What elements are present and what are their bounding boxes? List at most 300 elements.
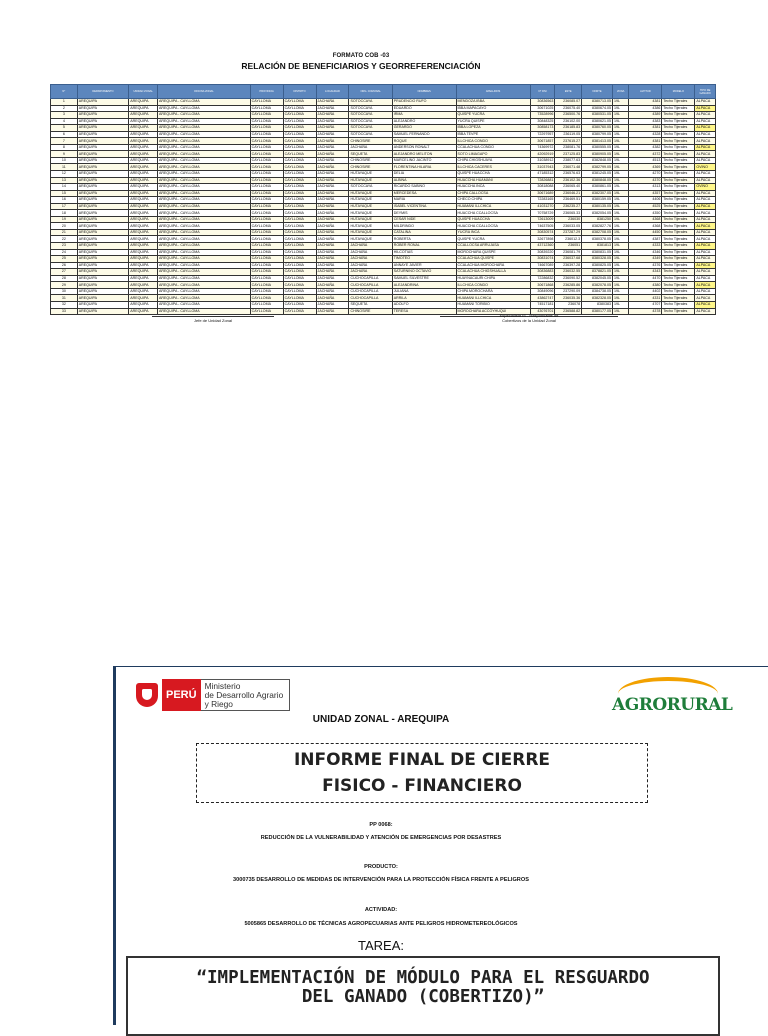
table-cell: AREQUIPA: [77, 223, 128, 230]
table-cell: YUCRA INCA: [456, 229, 530, 236]
table-cell: JACHAÑA: [316, 105, 349, 112]
table-cell: CUCHOCAPILLA: [349, 275, 392, 282]
pp-label: PP 0068:: [369, 822, 393, 828]
table-cell: 18: [51, 210, 78, 217]
table-cell: AREQUIPA: [129, 112, 158, 119]
table-cell: IRMA: [392, 112, 456, 119]
table-cell: 6: [51, 131, 78, 138]
table-cell: 4386: [629, 105, 662, 112]
table-cell: 8382054.05: [582, 210, 613, 217]
table-cell: ALEJANDRO MELITON: [392, 151, 456, 158]
table-cell: AREQUIPA: [77, 105, 128, 112]
table-cell: ISABEL VICENTINA: [392, 203, 456, 210]
table-cell: 19L: [612, 243, 628, 250]
table-cell: 19L: [612, 223, 628, 230]
table-cell: ALEJANDRO: [392, 118, 456, 125]
report-title-line2: FISICO - FINANCIERO: [322, 776, 522, 796]
table-cell: GERARDO: [392, 125, 456, 132]
table-cell: JACHAÑA: [316, 269, 349, 276]
table-cell: 4402: [629, 288, 662, 295]
table-cell: ALPACA: [695, 301, 716, 308]
table-cell: 19L: [612, 112, 628, 119]
table-cell: 30818088: [530, 184, 555, 191]
table-cell: CAYLLOMA: [283, 249, 316, 256]
table-cell: HUTAYAQUE: [349, 190, 392, 197]
table-cell: AREQUIPA: [129, 229, 158, 236]
table-cell: CAYLLOMA: [283, 229, 316, 236]
table-cell: 30830574: [530, 229, 555, 236]
table-cell: CAYLLOMA: [250, 151, 283, 158]
table-cell: 4350: [629, 210, 662, 217]
table-cell: 236469.51: [555, 197, 582, 204]
table-cell: CAYLLOMA: [283, 131, 316, 138]
table-cell: JACHAÑA: [316, 288, 349, 295]
table-cell: 236235.27: [555, 203, 582, 210]
column-header: NORTE: [582, 85, 613, 99]
table-cell: OVINO: [695, 164, 716, 171]
table-cell: Techo Tijerales: [662, 190, 695, 197]
table-cell: Techo Tijerales: [662, 164, 695, 171]
beneficiaries-table: [50, 84, 716, 315]
table-cell: Techo Tijerales: [662, 99, 695, 106]
table-cell: Techo Tijerales: [662, 171, 695, 178]
table-cell: OVINO: [695, 184, 716, 191]
table-cell: JULIANA: [392, 288, 456, 295]
table-cell: 19L: [612, 275, 628, 282]
table-cell: 4470: [629, 275, 662, 282]
table-cell: 30839220: [530, 249, 555, 256]
table-cell: 8380378.05: [582, 236, 613, 243]
table-cell: 237287.29: [555, 229, 582, 236]
table-cell: 236576.63: [555, 171, 582, 178]
table-cell: JACHAÑA: [316, 275, 349, 282]
table-cell: AREQUIPA: [77, 269, 128, 276]
table-cell: 8382328.05: [582, 295, 613, 302]
table-cell: CAYLLOMA: [283, 210, 316, 217]
table-cell: DELIA: [392, 171, 456, 178]
peru-label: PERÚ: [162, 679, 201, 711]
table-cell: 32677898: [530, 236, 555, 243]
table-cell: Techo Tijerales: [662, 229, 695, 236]
table-cell: 8380799.05: [582, 131, 613, 138]
table-cell: AREQUIPA: [129, 282, 158, 289]
table-cell: 4382: [629, 144, 662, 151]
coat-of-arms-icon: [136, 683, 158, 707]
table-cell: CAYLLOMA: [250, 256, 283, 263]
table-cell: 19L: [612, 295, 628, 302]
table-cell: ALPACA: [695, 295, 716, 302]
table-cell: 8: [51, 144, 78, 151]
table-cell: ALPACA: [695, 125, 716, 132]
table-cell: 19L: [612, 125, 628, 132]
table-cell: AREQUIPA: [77, 190, 128, 197]
column-header: DEPARTAMENTO: [77, 85, 128, 99]
table-cell: 70758729: [530, 210, 555, 217]
table-cell: 30671868: [530, 282, 555, 289]
table-cell: 19L: [612, 301, 628, 308]
table-cell: AREQUIPA - CAYLLOMA: [158, 301, 251, 308]
table-cell: AREQUIPA - CAYLLOMA: [158, 144, 251, 151]
table-cell: CAYLLOMA: [283, 157, 316, 164]
table-cell: DEYMIS: [392, 210, 456, 217]
table-cell: AREQUIPA: [129, 118, 158, 125]
table-cell: 72613009: [530, 216, 555, 223]
table-cell: ALPACA: [695, 223, 716, 230]
table-cell: JACHAÑA: [316, 118, 349, 125]
table-cell: 236046.21: [555, 190, 582, 197]
table-cell: AREQUIPA: [129, 256, 158, 263]
table-cell: 238081.76: [555, 144, 582, 151]
table-cell: 19L: [612, 99, 628, 106]
table-cell: CAYLLOMA: [250, 99, 283, 106]
table-cell: 8380905.05: [582, 151, 613, 158]
table-cell: ALBINA: [392, 177, 456, 184]
table-cell: Techo Tijerales: [662, 216, 695, 223]
table-cell: CHINOSIRE: [349, 157, 392, 164]
table-cell: AREQUIPA - CAYLLOMA: [158, 275, 251, 282]
table-cell: CAYLLOMA: [250, 295, 283, 302]
table-cell: Techo Tijerales: [662, 184, 695, 191]
table-cell: ILLCHICA CACERES: [456, 164, 530, 171]
table-cell: CAYLLOMA: [250, 216, 283, 223]
table-cell: AREQUIPA - CAYLLOMA: [158, 157, 251, 164]
table-cell: ROBERTA: [392, 236, 456, 243]
table-cell: CAYLLOMA: [283, 125, 316, 132]
table-cell: 47185312: [530, 171, 555, 178]
table-cell: AREQUIPA - CAYLLOMA: [158, 282, 251, 289]
table-cell: Techo Tijerales: [662, 105, 695, 112]
table-cell: AREQUIPA - CAYLLOMA: [158, 151, 251, 158]
table-cell: 19L: [612, 138, 628, 145]
signature-label-left: Jefe de Unidad Zonal: [193, 318, 233, 323]
table-cell: 4450: [629, 229, 662, 236]
table-cell: CAYLLOMA: [250, 249, 283, 256]
table-cell: AREQUIPA: [129, 203, 158, 210]
table-cell: 8382799.05: [582, 164, 613, 171]
table-cell: CAYLLOMA: [250, 144, 283, 151]
table-cell: 4707: [629, 301, 662, 308]
table-cell: SEQUETA: [349, 151, 392, 158]
table-cell: 8382827.76: [582, 223, 613, 230]
table-cell: 8380531.05: [582, 112, 613, 119]
table-cell: 4387: [629, 236, 662, 243]
table-cell: JACHAÑA: [316, 190, 349, 197]
table-cell: 42092919: [530, 151, 555, 158]
table-cell: AREQUIPA: [129, 125, 158, 132]
table-cell: 8382307.05: [582, 190, 613, 197]
table-cell: 236500.76: [555, 112, 582, 119]
column-header: DISTRITO: [283, 85, 316, 99]
table-cell: 7: [51, 138, 78, 145]
table-cell: ALPACA: [695, 275, 716, 282]
table-cell: 4376: [629, 262, 662, 269]
table-cell: Techo Tijerales: [662, 118, 695, 125]
table-cell: 14: [51, 184, 78, 191]
table-cell: ANDERSON RONALT: [392, 144, 456, 151]
tarea-box: [126, 956, 720, 1036]
table-cell: CAYLLOMA: [250, 308, 283, 315]
table-cell: 8380135.05: [582, 203, 613, 210]
table-cell: CAYLLOMA: [283, 177, 316, 184]
table-cell: TERESA: [392, 308, 456, 315]
table-cell: 236078: [555, 301, 582, 308]
pp-text: REDUCCIÓN DE LA VULNERABILIDAD Y ATENCIÓN DE EMERGENCIAS POR DESASTRES: [260, 835, 502, 841]
table-cell: 4343: [629, 269, 662, 276]
tarea-label: TAREA:: [358, 938, 404, 953]
table-cell: AREQUIPA - CAYLLOMA: [158, 295, 251, 302]
table-cell: AREQUIPA: [77, 125, 128, 132]
table-cell: CAYLLOMA: [250, 190, 283, 197]
table-cell: 13: [51, 177, 78, 184]
table-cell: AREQUIPA - CAYLLOMA: [158, 190, 251, 197]
table-cell: ROBER RONAL: [392, 243, 456, 250]
actividad-text: 5005865 DESARROLLO DE TÉCNICAS AGROPECUARIAS ANTE PELIGROS HIDROMETEREOLÓGICOS: [244, 921, 518, 927]
table-cell: AREQUIPA: [77, 203, 128, 210]
table-cell: QUISPE YUCRA: [456, 236, 530, 243]
table-cell: HUAMANI TORIBIO: [456, 301, 530, 308]
column-header: ZONA: [612, 85, 628, 99]
table-cell: ALPACA: [695, 288, 716, 295]
table-cell: CHIPA CALLOCSA: [456, 190, 530, 197]
table-cell: CAYLLOMA: [250, 171, 283, 178]
table-cell: 30671025: [530, 105, 555, 112]
table-cell: Techo Tijerales: [662, 197, 695, 204]
table-cell: MOROCHARA QUISPE: [456, 249, 530, 256]
table-cell: HUTAYAQUE: [349, 203, 392, 210]
table-cell: AREQUIPA: [77, 171, 128, 178]
table-cell: 4368: [629, 223, 662, 230]
table-cell: AREQUIPA - CAYLLOMA: [158, 249, 251, 256]
table-cell: 27: [51, 269, 78, 276]
table-cell: 19L: [612, 197, 628, 204]
table-cell: 8381413.05: [582, 138, 613, 145]
table-cell: 236032.55: [555, 269, 582, 276]
table-cell: CAYLLOMA: [283, 275, 316, 282]
table-cell: CAYLLOMA: [283, 282, 316, 289]
table-cell: 4349: [629, 256, 662, 263]
table-cell: 72283165: [530, 197, 555, 204]
table-cell: 4381: [629, 99, 662, 106]
table-cell: Techo Tijerales: [662, 151, 695, 158]
table-cell: QUISPE HUACCHA: [456, 171, 530, 178]
table-cell: CAYLLOMA: [283, 112, 316, 119]
table-cell: ALPACA: [695, 229, 716, 236]
table-cell: CCALACHUA QUISPE: [456, 256, 530, 263]
table-cell: 4369: [629, 164, 662, 171]
table-cell: 19L: [612, 151, 628, 158]
table-cell: AREQUIPA: [77, 151, 128, 158]
table-cell: SOTOCCAYA: [349, 184, 392, 191]
table-cell: CAYLLOMA: [250, 282, 283, 289]
table-cell: 236285.86: [555, 282, 582, 289]
column-header: N° DNI: [530, 85, 555, 99]
table-cell: ALPACA: [695, 131, 716, 138]
table-cell: 19L: [612, 177, 628, 184]
table-cell: Techo Tijerales: [662, 223, 695, 230]
table-cell: 28: [51, 275, 78, 282]
table-cell: 8380825.05: [582, 262, 613, 269]
table-header-row: [51, 85, 716, 99]
table-cell: CAYLLOMA: [250, 112, 283, 119]
table-cell: AREQUIPA: [129, 99, 158, 106]
table-cell: 236030: [555, 216, 582, 223]
table-cell: 8381245.05: [582, 171, 613, 178]
table-cell: CHINOSIRE: [349, 138, 392, 145]
table-cell: 8381813: [582, 243, 613, 250]
table-cell: RICARDO SABINO: [392, 184, 456, 191]
table-cell: AREQUIPA - CAYLLOMA: [158, 131, 251, 138]
table-cell: 30836883: [530, 269, 555, 276]
table-cell: 74517181: [530, 301, 555, 308]
table-cell: Techo Tijerales: [662, 256, 695, 263]
column-header: NOMBRES: [392, 85, 456, 99]
signature-line-left: [152, 316, 274, 317]
table-cell: 236012.3: [555, 236, 582, 243]
table-cell: ALPACA: [695, 197, 716, 204]
table-cell: JACHAÑA: [316, 308, 349, 315]
table-cell: 74667089: [530, 262, 555, 269]
table-cell: CHINOSIRE: [349, 164, 392, 171]
table-cell: HUTAYAQUE: [349, 236, 392, 243]
table-cell: SOTOCCAYA: [349, 112, 392, 119]
table-cell: 9: [51, 151, 78, 158]
table-cell: 236033.05: [555, 223, 582, 230]
table-cell: CAYLLOMA: [250, 236, 283, 243]
table-cell: JACHAÑA: [316, 249, 349, 256]
table-cell: 237125.83: [555, 151, 582, 158]
table-cell: AREQUIPA: [129, 223, 158, 230]
table-cell: 4331: [629, 295, 662, 302]
table-cell: AREQUIPA: [77, 131, 128, 138]
table-cell: 236035.36: [555, 295, 582, 302]
table-cell: JACHAÑA: [316, 184, 349, 191]
table-cell: 74637505: [530, 223, 555, 230]
table-cell: ALEJANDRINA: [392, 282, 456, 289]
table-cell: ARRILA: [392, 295, 456, 302]
table-cell: JACHAÑA: [316, 256, 349, 263]
table-cell: HUTAYAQUE: [349, 229, 392, 236]
table-cell: MILDRINDO: [392, 223, 456, 230]
table-cell: 22: [51, 236, 78, 243]
table-cell: 4380: [629, 282, 662, 289]
table-cell: SAMUEL FERNANDO: [392, 131, 456, 138]
table-cell: JACHAÑA: [316, 262, 349, 269]
table-cell: ALPACA: [695, 282, 716, 289]
table-cell: 19L: [612, 210, 628, 217]
table-cell: CATALINA: [392, 229, 456, 236]
table-cell: ALPACA: [695, 151, 716, 158]
table-cell: 10: [51, 157, 78, 164]
table-cell: 19L: [612, 131, 628, 138]
table-cell: 4406: [629, 197, 662, 204]
table-cell: AREQUIPA: [77, 138, 128, 145]
table-cell: CAYLLOMA: [250, 288, 283, 295]
table-cell: AREQUIPA: [77, 236, 128, 243]
column-header: PROVINCIA: [250, 85, 283, 99]
table-cell: 4389: [629, 112, 662, 119]
table-cell: CAYLLOMA: [250, 210, 283, 217]
table-cell: AREQUIPA: [129, 184, 158, 191]
table-cell: Techo Tijerales: [662, 275, 695, 282]
table-cell: 17: [51, 203, 78, 210]
table-cell: FLORENTINA HILARIA: [392, 164, 456, 171]
table-cell: CUCHOCAPILLA: [349, 288, 392, 295]
table-cell: 43712360: [530, 243, 555, 250]
table-cell: JACHAÑA: [349, 262, 392, 269]
table-cell: 19L: [612, 269, 628, 276]
table-cell: AREQUIPA - CAYLLOMA: [158, 262, 251, 269]
table-cell: 3: [51, 112, 78, 119]
table-cell: 236065.33: [555, 210, 582, 217]
table-cell: CCALACHUA MOROCHARA: [456, 262, 530, 269]
table-cell: 19L: [612, 216, 628, 223]
table-cell: AREQUIPA - CAYLLOMA: [158, 229, 251, 236]
table-cell: AREQUIPA: [129, 131, 158, 138]
table-cell: Techo Tijerales: [662, 236, 695, 243]
table-cell: AREQUIPA: [129, 295, 158, 302]
table-cell: ALPACA: [695, 236, 716, 243]
table-cell: JACHAÑA: [316, 243, 349, 250]
table-cell: HUAYNACAURI CHIPA: [456, 275, 530, 282]
table-cell: CAYLLOMA: [283, 216, 316, 223]
table-cell: Techo Tijerales: [662, 177, 695, 184]
table-cell: JACHAÑA: [349, 243, 392, 250]
table-cell: 20: [51, 223, 78, 230]
table-cell: JACHAÑA: [316, 112, 349, 119]
table-cell: AREQUIPA: [129, 249, 158, 256]
table-cell: CAYLLOMA: [250, 301, 283, 308]
annex-page: [0, 0, 768, 340]
table-cell: 23: [51, 243, 78, 250]
table-cell: Techo Tijerales: [662, 112, 695, 119]
unidad-zonal-heading: UNIDAD ZONAL - AREQUIPA: [312, 714, 450, 725]
table-cell: JACHAÑA: [316, 216, 349, 223]
table-cell: 30: [51, 288, 78, 295]
table-cell: CAYLLOMA: [250, 197, 283, 204]
table-cell: JACHAÑA: [349, 269, 392, 276]
table-cell: AREQUIPA - CAYLLOMA: [158, 177, 251, 184]
table-cell: 236085.07: [555, 99, 582, 106]
table-cell: JACHAÑA: [316, 203, 349, 210]
table-cell: JACHAÑA: [316, 301, 349, 308]
table-cell: AREQUIPA: [77, 249, 128, 256]
table-cell: CAYLLOMA: [283, 243, 316, 250]
table-cell: CUCHOCAPILLA: [349, 282, 392, 289]
table-cell: AREQUIPA - CAYLLOMA: [158, 236, 251, 243]
ministry-name: Ministerio de Desarrollo Agrario y Riego: [201, 679, 291, 711]
table-cell: 4381: [629, 138, 662, 145]
column-header: APELLIDOS: [456, 85, 530, 99]
table-cell: CAYLLOMA: [250, 262, 283, 269]
table-cell: 26: [51, 262, 78, 269]
table-cell: SOTOCCAYA: [349, 125, 392, 132]
table-cell: AREQUIPA: [77, 216, 128, 223]
table-cell: AREQUIPA: [77, 99, 128, 106]
table-cell: HUTAYAQUE: [349, 177, 392, 184]
table-cell: AREQUIPA - CAYLLOMA: [158, 125, 251, 132]
table-cell: 4270: [629, 171, 662, 178]
table-cell: 16: [51, 197, 78, 204]
table-cell: CAYLLOMA: [250, 203, 283, 210]
table-cell: 12: [51, 171, 78, 178]
table-cell: SATURNINO OCTAVIO: [392, 269, 456, 276]
table-cell: ALPACA: [695, 144, 716, 151]
table-cell: CHINOSIRE: [349, 308, 392, 315]
table-cell: CAYLLOMA: [250, 184, 283, 191]
table-cell: AREQUIPA - CAYLLOMA: [158, 138, 251, 145]
table-cell: AREQUIPA - CAYLLOMA: [158, 171, 251, 178]
table-cell: YUCRA QUISPE: [456, 118, 530, 125]
